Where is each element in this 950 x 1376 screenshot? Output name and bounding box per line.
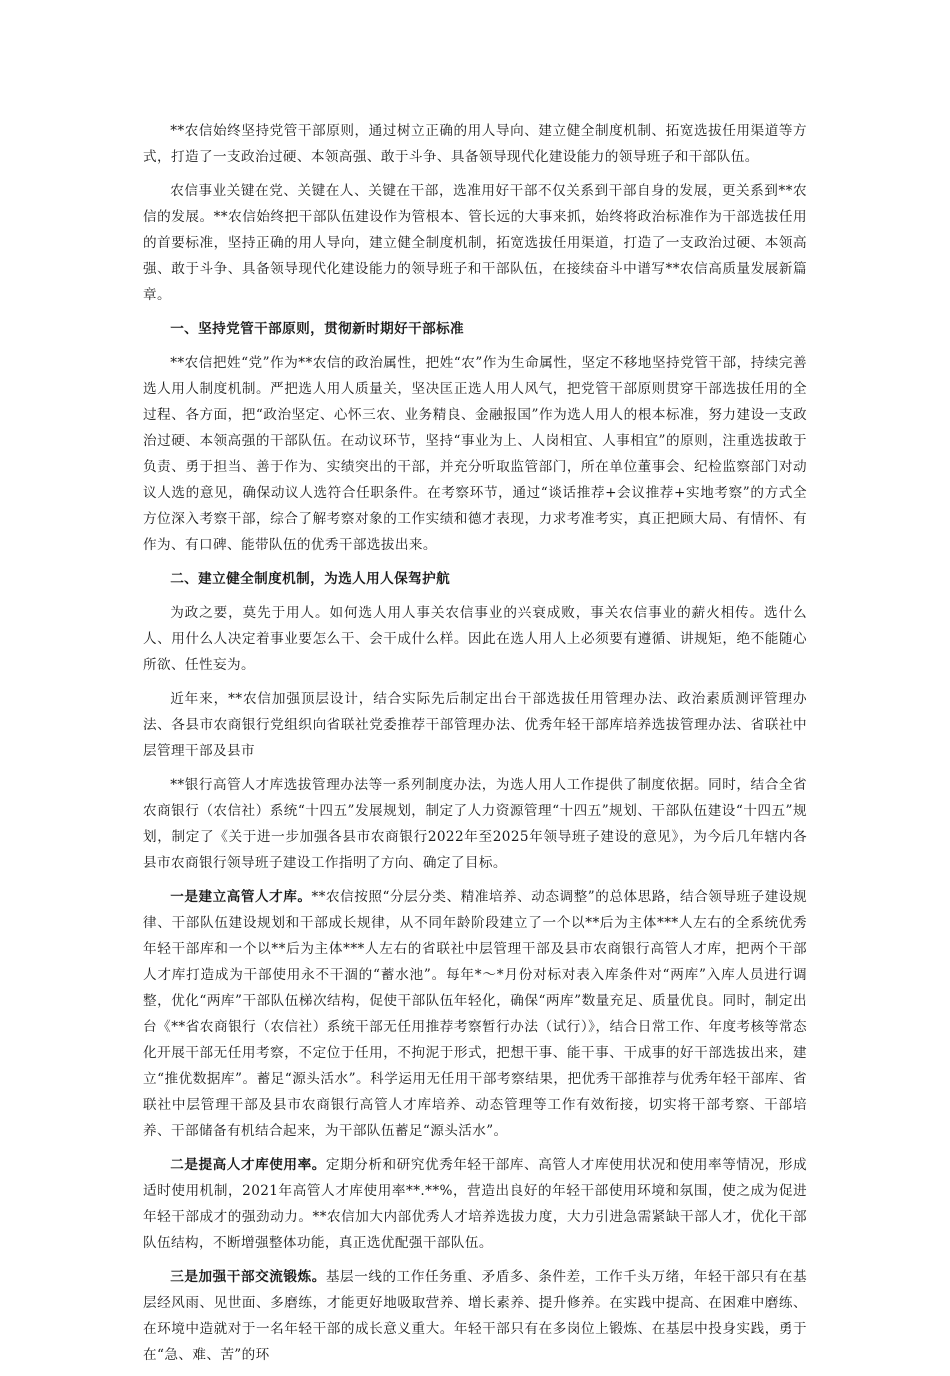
paragraph-section-2-c: **银行高管人才库选拔管理办法等一系列制度办法，为选人用人工作提供了制度依据。同时，结合全省农商银行（农信社）系统“十四五”发展规划，制定了人力资源管理“十四五”规划、干部队伍建设“十四五”规划，制定了《关于进一步加强各县市农商银行2022年至2025年领导班子建设的意见》，为今后几年辖内各县市农商银行领导班子建设工作指明了方向、确定了目标。	[143, 777, 807, 871]
paragraph-body-1: **农信按照“分层分类、精准培养、动态调整”的总体思路，结合领导班子建设规律、干部队伍建设规划和干部成长规律，从不同年龄阶段建立了一个以**后为主体***人左右的全系统优秀年轻干部库和一个以**后为主体***人左右的省联社中层管理干部及县市农商银行高管人才库，把两个干部人才库打造成为干部使用永不干涸的“蓄水池”。每年*～*月份对标对表入库条件对“两库”入库人员进行调整，优化“两库”干部队伍梯次结构，促使干部队伍年轻化，确保“两库”数量充足、质量优良。同时，制定出台《**省农商银行（农信社）系统干部无任用推荐考察暂行办法（试行）》，结合日常工作、年度考核等常态化开展干部无任用考察，不定位于任用，不拘泥于形式，把想干事、能干事、干成事的好干部选拔出来，建立“推优数据库”。蓄足“源头活水”。科学运用无任用干部考察结果，把优秀干部推荐与优秀年轻干部库、省联社中层管理干部及县市农商银行高管人才库培养、动态管理等工作有效衔接，切实将干部考察、干部培养、干部储备有机结合起来，为干部队伍蓄足“源头活水”。	[143, 889, 808, 1139]
paragraph-talent-pool	[143, 884, 807, 1144]
paragraph-body-2: 定期分析和研究优秀年轻干部库、高管人才库使用状况和使用率等情况，形成适时使用机制，2021年高管人才库使用率**.**%，营造出良好的年轻干部使用环境和氛围，使之成为促进年轻干部成才的强劲动力。**农信加大内部优秀人才培养选拔力度，大力引进急需紧缺干部人才，优化干部队伍结构，不断增强整体功能，真正选优配强干部队伍。	[143, 1157, 807, 1251]
paragraph-lead-3: 三是加强干部交流锻炼。	[170, 1269, 326, 1285]
paragraph-lead-1: 一是建立高管人才库。	[170, 889, 312, 905]
paragraph-section-2-b: 近年来，**农信加强顶层设计，结合实际先后制定出台干部选拔任用管理办法、政治素质测评管理办法、各县市农商银行党组织向省联社党委推荐干部管理办法、优秀年轻干部库培养选拔管理办法、省联社中层管理干部及县市	[143, 691, 807, 759]
paragraph-lead-2: 二是提高人才库使用率。	[170, 1157, 326, 1173]
paragraph-overview: 农信事业关键在党、关键在人、关键在干部，选准用好干部不仅关系到干部自身的发展，更关系到**农信的发展。**农信始终把干部队伍建设作为管根本、管长远的大事来抓，始终将政治标准作为干部选拔任用的首要标准，坚持正确的用人导向，建立健全制度机制，拓宽选拔任用渠道，打造了一支政治过硬、本领高强、敢于斗争、具备领导现代化建设能力的领导班子和干部队伍，在接续奋斗中谱写**农信高质量发展新篇章。	[143, 183, 807, 303]
paragraph-intro: **农信始终坚持党管干部原则，通过树立正确的用人导向、建立健全制度机制、拓宽选拔任用渠道等方式，打造了一支政治过硬、本领高强、敢于斗争、具备领导现代化建设能力的领导班子和干部队伍。	[143, 123, 807, 165]
section-heading-2: 二、建立健全制度机制，为选人用人保驾护航	[170, 571, 451, 587]
section-heading-1: 一、坚持党管干部原则，贯彻新时期好干部标准	[170, 321, 465, 337]
paragraph-exchange	[143, 1264, 807, 1368]
paragraph-section-2-a: 为政之要，莫先于用人。如何选人用人事关农信事业的兴衰成败，事关农信事业的薪火相传。选什么人、用什么人决定着事业要怎么干、会干成什么样。因此在选人用人上必须要有遵循、讲规矩，绝不能随心所欲、任性妄为。	[143, 605, 807, 673]
paragraph-usage-rate	[143, 1152, 807, 1256]
paragraph-section-1: **农信把姓“党”作为**农信的政治属性，把姓“农”作为生命属性，坚定不移地坚持党管干部，持续完善选人用人制度机制。严把选人用人质量关，坚决匡正选人用人风气，把党管干部原则贯穿干部选拔任用的全过程、各方面，把“政治坚定、心怀三农、业务精良、金融报国”作为选人用人的根本标准，努力建设一支政治过硬、本领高强的干部队伍。在动议环节，坚持“事业为上、人岗相宜、人事相宜”的原则，注重选拔敢于负责、勇于担当、善于作为、实绩突出的干部，并充分听取监管部门，所在单位董事会、纪检监察部门对动议人选的意见，确保动议人选符合任职条件。在考察环节，通过“谈话推荐+会议推荐+实地考察”的方式全方位深入考察干部，综合了解考察对象的工作实绩和德才表现，力求考准考实，真正把顾大局、有情怀、有作为、有口碑、能带队伍的优秀干部选拔出来。	[143, 355, 807, 553]
paragraph-body-3: 基层一线的工作任务重、矛盾多、条件差，工作千头万绪，年轻干部只有在基层经风雨、见世面、多磨练，才能更好地吸取营养、增长素养、提升修养。在实践中提高、在困难中磨练、在环境中造就对于一名年轻干部的成长意义重大。年轻干部只有在多岗位上锻炼、在基层中投身实践，勇于在“急、难、苦”的环	[143, 1269, 807, 1363]
document-page	[143, 118, 807, 1376]
